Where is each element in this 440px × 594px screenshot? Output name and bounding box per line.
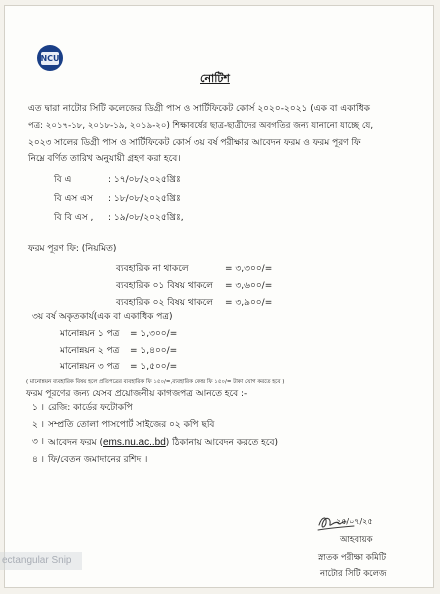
doc-number: ১ । — [32, 403, 44, 413]
doc-number: ২ । — [32, 420, 44, 430]
signatory-title: আহবায়ক — [340, 535, 373, 545]
doc-item: রেজি: কার্ডের ফটোকপি — [48, 403, 133, 413]
schedule-label: বি এ — [54, 175, 72, 185]
fee-label: ব্যবহারিক না থাকলে — [116, 264, 189, 274]
fee-heading: ফরম পূরণ ফি: (নিয়মিত) — [28, 244, 117, 254]
improvement-amount: = ১,৩০০/= — [130, 329, 178, 339]
improvement-label: মানোন্নয়ন ১ পত্র — [60, 329, 120, 339]
fee-amount: = ৩,৬০০/= — [225, 281, 273, 291]
schedule-date: : ১৯/০৮/২০২৫খ্রিঃ, — [108, 213, 184, 223]
doc-item-text: ) ঠিকানায় আবেদন করতে হবে) — [165, 438, 279, 448]
doc-item-text: আবেদন ফরম ( — [48, 438, 103, 448]
notice-para-line-2: পত্র: ২০১৭-১৮, ২০১৮-১৯, ২০১৯-২০) শিক্ষাবর্ষের ছাত্র-ছাত্রীদের অবগতির জন্য যানানো যাচ্ছে যে, — [28, 121, 374, 131]
improvement-label: মানোন্নয়ন ৩ পত্র — [60, 362, 120, 372]
doc-item: সম্প্রতি তোলা পাসপোর্ট সাইজের ০২ কপি ছবি — [48, 420, 215, 430]
improvement-label: মানোন্নয়ন ২ পত্র — [60, 346, 120, 356]
schedule-date: : ১৮/০৮/২০২৫খ্রিঃ — [108, 194, 181, 204]
fee-label: ব্যবহারিক ০২ বিষয় থাকলে — [116, 298, 213, 308]
notice-para-line-1: এত দ্বারা নাটোর সিটি কলেজের ডিগ্রী পাস ও সার্টিফিকেট কোর্স ২০২০-২০২১ (এক বা একাধিক — [28, 104, 370, 114]
notice-page — [4, 5, 434, 588]
application-website-link[interactable]: ems.nu.ac..bd — [102, 437, 166, 448]
doc-item: ফি/বেতন জমাদানের রশিদ । — [48, 455, 148, 465]
doc-number: ৩ । — [32, 437, 44, 447]
rectangular-snip-overlay[interactable]: ectangular Snip — [0, 552, 82, 570]
logo-text: NCU — [40, 53, 60, 63]
schedule-label: বি এস এস — [54, 194, 93, 204]
schedule-label: বি বি এস , — [54, 213, 94, 223]
doc-item-application — [48, 437, 278, 449]
fee-amount: = ৩,৯০০/= — [225, 298, 273, 308]
signature-date: ২৫/০৭/২৫ — [336, 517, 373, 526]
signatory-committee: স্নাতক পরীক্ষা কমিটি — [318, 553, 386, 563]
improvement-amount: = ১,৫০০/= — [130, 362, 178, 372]
fee-label: ব্যবহারিক ০১ বিষয় থাকলে — [116, 281, 213, 291]
schedule-date: : ১৭/০৮/২০২৫খ্রিঃ — [108, 175, 181, 185]
notice-para-line-4: নিম্নে বর্ণিত তারিখ অনুযায়ী গ্রহণ করা হবে। — [28, 154, 181, 164]
practical-fee-note: ( মানোন্নয়ন ব্যবহারিক বিষয় হলে প্রতিপত্রের ব্যবহারিক ফি ১৫০/=,ব্যবহারিক কেন্দ্র ফি ১৫০/= টাকা যোগ করতে হবে ) — [26, 379, 285, 385]
improvement-amount: = ১,৪০০/= — [130, 346, 178, 356]
notice-para-line-3: ২০২৩ সালের ডিগ্রী পাস ও সার্টিফিকেট কোর্স ৩য় বর্ষ পরীক্ষার আবেদন ফরম ও ফরম পূরণ ফি — [28, 138, 361, 148]
notice-title: নোটিশ — [200, 72, 230, 85]
documents-heading: ফরম পূরণের জন্য যেসব প্রয়োজনীয় কাগজপত্র আনতে হবে :- — [26, 389, 248, 399]
doc-number: ৪ । — [32, 455, 44, 465]
improvement-heading: ৩য় বর্ষ অকৃতকার্য(এক বা একাধিক পত্র) — [32, 312, 173, 322]
fee-amount: = ৩,৩০০/= — [225, 264, 273, 274]
college-logo — [37, 45, 63, 71]
signatory-college: নাটোর সিটি কলেজ — [320, 569, 387, 579]
